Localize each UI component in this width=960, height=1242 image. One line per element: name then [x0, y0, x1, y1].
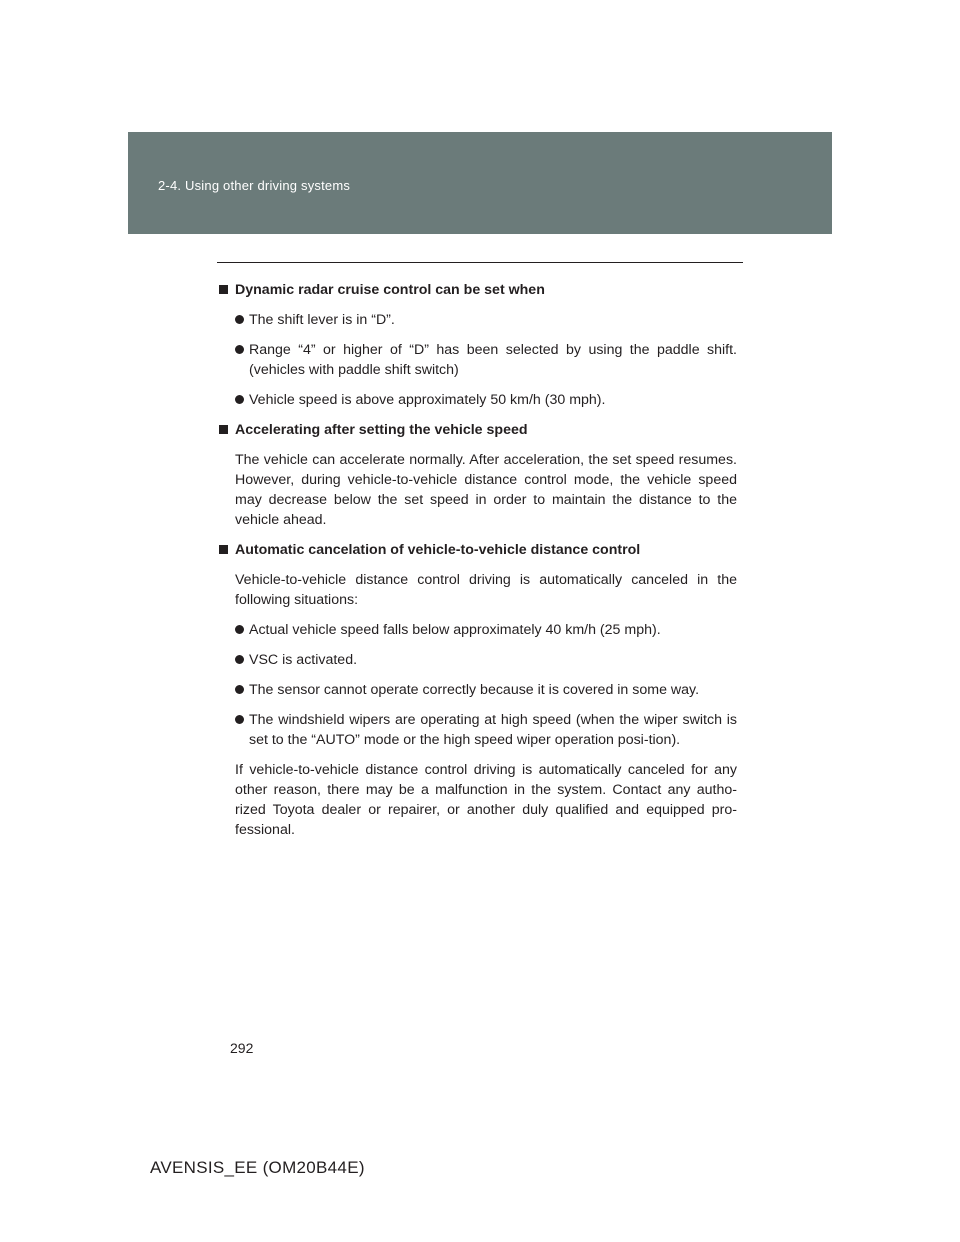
bullet-item: The shift lever is in “D”.	[217, 310, 737, 330]
document-id: AVENSIS_EE (OM20B44E)	[150, 1158, 365, 1177]
round-bullet-icon	[235, 345, 244, 354]
square-bullet-icon	[219, 285, 228, 294]
section-heading: Dynamic radar cruise control can be set when	[217, 280, 737, 300]
bullet-item: The sensor cannot operate correctly because it is covered in some way.	[217, 680, 737, 700]
round-bullet-icon	[235, 685, 244, 694]
body-paragraph: Vehicle-to-vehicle distance control driving is automatically canceled in the following situations:	[235, 572, 737, 608]
bullet-item: Range “4” or higher of “D” has been selected by using the paddle shift. (vehicles with paddle shift switch)	[217, 340, 737, 380]
round-bullet-icon	[235, 655, 244, 664]
section-title: 2-4. Using other driving systems	[158, 178, 351, 193]
content-top-rule	[217, 262, 743, 263]
square-bullet-icon	[219, 545, 228, 554]
round-bullet-icon	[235, 395, 244, 404]
bullet-item: The windshield wipers are operating at high speed (when the wiper switch is set to the “AUTO” mode or the high speed wiper operation posi-tion).	[217, 710, 737, 750]
section-heading: Automatic cancelation of vehicle-to-vehicle distance control	[217, 540, 737, 560]
bullet-item: VSC is activated.	[217, 650, 737, 670]
section-header-band	[128, 132, 832, 234]
bullet-item: Vehicle speed is above approximately 50 km/h (30 mph).	[217, 390, 737, 410]
round-bullet-icon	[235, 715, 244, 724]
page-number: 292	[230, 1040, 254, 1056]
square-bullet-icon	[219, 425, 228, 434]
body-paragraph: The vehicle can accelerate normally. After acceleration, the set speed resumes. However, during vehicle-to-vehicle distance control mode, the vehicle speed may decrease below the set speed in order to maintain the distance to the vehicle ahead.	[235, 452, 737, 528]
round-bullet-icon	[235, 315, 244, 324]
bullet-item: Actual vehicle speed falls below approximately 40 km/h (25 mph).	[217, 620, 737, 640]
body-paragraph: If vehicle-to-vehicle distance control driving is automatically canceled for any other reason, there may be a malfunction in the system. Contact any autho-rized Toyota dealer or repairer, or another duly qualified and equipped pro-fessional.	[235, 762, 737, 838]
page-content	[217, 280, 737, 840]
round-bullet-icon	[235, 625, 244, 634]
section-heading: Accelerating after setting the vehicle speed	[217, 420, 737, 440]
